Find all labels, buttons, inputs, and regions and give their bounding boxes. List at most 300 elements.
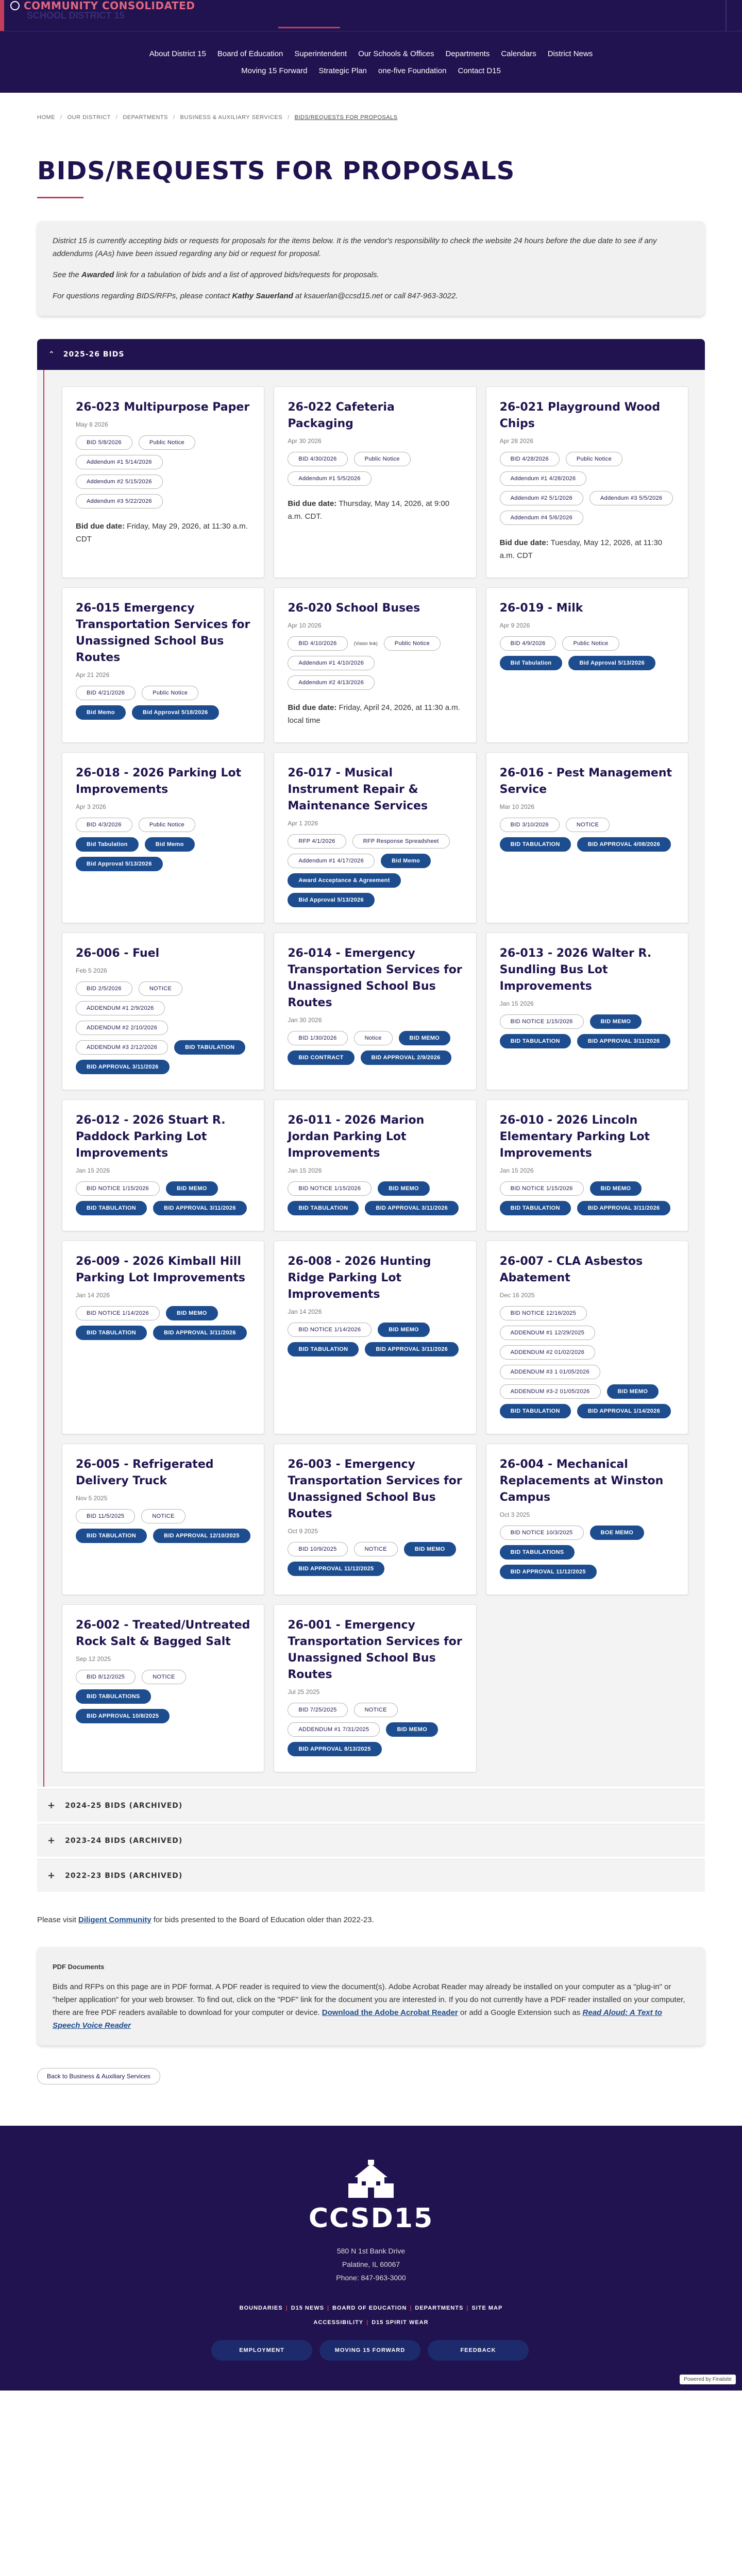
document-button[interactable]: BID NOTICE 10/3/2025 [500, 1526, 584, 1540]
bid-title: 26-022 Cafeteria Packaging [288, 401, 395, 430]
bid-documents [76, 435, 250, 509]
title-rule [37, 197, 83, 198]
bid-title: 26-003 - Emergency Transportation Services for Unassigned School Bus Routes [288, 1458, 462, 1520]
document-button[interactable]: ADDENDUM #1 7/31/2025 [288, 1722, 380, 1737]
document-button[interactable]: Addendum #4 5/6/2026 [500, 511, 583, 525]
accordion-header-2025-26[interactable] [37, 339, 705, 370]
bid-card [486, 587, 688, 743]
bid-card [62, 1604, 264, 1772]
document-button[interactable]: Bid Tabulation [500, 656, 563, 670]
plus-icon: + [47, 1835, 56, 1846]
breadcrumb-link[interactable]: DEPARTMENTS [123, 114, 168, 121]
district-logo[interactable] [10, 0, 195, 11]
document-button[interactable]: BID APPROVAL 1/14/2026 [577, 1404, 671, 1418]
bid-documents [288, 1181, 462, 1215]
document-button[interactable]: RFP 4/1/2026 [288, 834, 346, 849]
footer-address [0, 2244, 742, 2284]
bids-accordion [37, 339, 705, 1892]
document-button[interactable]: Public Notice [354, 452, 411, 466]
bid-documents [500, 1181, 674, 1215]
bid-card [62, 1099, 264, 1231]
accordion-header-archived[interactable] [37, 1789, 705, 1822]
footer-link-separator-icon: | [327, 2305, 330, 2311]
bid-card [62, 752, 264, 923]
document-button[interactable]: BID 4/30/2026 [288, 452, 347, 466]
bid-card [274, 752, 476, 923]
footer-links [0, 2301, 742, 2330]
document-button[interactable]: BID MEMO [607, 1384, 659, 1399]
top-bar [0, 0, 742, 31]
bid-card [62, 1241, 264, 1434]
breadcrumb-separator-icon: / [288, 114, 290, 121]
bid-documents [288, 636, 462, 690]
document-button[interactable]: BID NOTICE 1/15/2026 [500, 1181, 584, 1196]
bid-documents [500, 1526, 674, 1579]
bid-date: Jan 15 2026 [499, 1167, 534, 1174]
archived-title: 2024-25 BIDS (ARCHIVED) [65, 1801, 183, 1810]
contact-note [53, 290, 689, 302]
document-button[interactable]: BID 8/12/2025 [76, 1670, 136, 1684]
awarded-word: Awarded [81, 270, 114, 279]
address-line-1: 580 N 1st Bank Drive [336, 2247, 406, 2255]
bid-documents [76, 1306, 250, 1340]
document-button[interactable]: BID APPROVAL 3/11/2026 [365, 1201, 459, 1215]
due-text: Tuesday, May 12, 2026, at 11:30 a.m. CDT [499, 538, 663, 560]
bid-card [486, 752, 688, 923]
awarded-note-post: link for a tabulation of bids and a list of approved bids/requests for proposals. [114, 270, 379, 279]
document-button[interactable]: Notice [354, 1031, 393, 1045]
document-button[interactable]: BID NOTICE 1/14/2026 [76, 1306, 160, 1320]
due-label: Bid due date: [499, 538, 549, 547]
document-button[interactable]: Addendum #1 4/10/2026 [288, 656, 375, 670]
document-button[interactable]: BID MEMO [590, 1014, 642, 1029]
accent-strip [0, 0, 4, 31]
bid-date: Jan 14 2026 [76, 1292, 110, 1299]
document-button[interactable]: BID MEMO [166, 1306, 218, 1320]
due-text: Thursday, May 14, 2026, at 9:00 a.m. CDT. [288, 499, 450, 521]
document-button[interactable]: BID TABULATIONS [76, 1689, 151, 1704]
document-button[interactable]: NOTICE [141, 1509, 185, 1523]
document-button[interactable]: BID MEMO [378, 1323, 430, 1337]
document-button[interactable]: BID 2/5/2026 [76, 981, 132, 996]
footer-button[interactable]: EMPLOYMENT [211, 2340, 312, 2361]
bid-documents [500, 636, 674, 670]
breadcrumb-separator-icon: / [115, 114, 118, 121]
bid-date: Jul 25 2025 [288, 1688, 320, 1696]
footer-link-separator-icon: | [285, 2305, 288, 2311]
bid-date: Jan 15 2026 [499, 1000, 534, 1007]
footer-links-row-2 [0, 2315, 742, 2330]
document-button[interactable]: BID TABULATION [76, 1201, 147, 1215]
document-button[interactable]: Bid Memo [145, 837, 195, 852]
document-button[interactable]: NOTICE [139, 981, 182, 996]
bid-card [274, 1604, 476, 1772]
document-button[interactable]: BID TABULATION [76, 1326, 147, 1340]
document-button[interactable]: BID TABULATION [174, 1040, 245, 1055]
intro-text: District 15 is currently accepting bids or requests for proposals for the items below. It is the vendor's responsibility to check the website 24 hours before the due date to see if any addendums (AAs) have been issued regarding any bid or request for proposal. [53, 236, 657, 258]
bid-card [274, 1444, 476, 1595]
accordion-header-archived[interactable] [37, 1824, 705, 1857]
document-button[interactable]: NOTICE [354, 1542, 398, 1556]
logo-icon [10, 1, 20, 10]
footer-links-row-1 [0, 2301, 742, 2315]
document-button[interactable]: BID APPROVAL 8/13/2025 [288, 1742, 381, 1756]
due-text: Friday, April 24, 2026, at 11:30 a.m. local time [288, 703, 460, 725]
document-button[interactable]: BID TABULATION [76, 1529, 147, 1543]
document-button[interactable]: ADDENDUM #3 1 01/05/2026 [500, 1365, 600, 1379]
bid-title: 26-009 - 2026 Kimball Hill Parking Lot Improvements [76, 1255, 245, 1284]
document-button[interactable]: BID APPROVAL 3/11/2026 [577, 1201, 671, 1215]
bid-documents [76, 1670, 250, 1723]
document-button[interactable]: BID MEMO [378, 1181, 430, 1196]
bid-date: Feb 5 2026 [76, 967, 107, 974]
document-button[interactable]: BID 7/25/2025 [288, 1703, 347, 1717]
footer-button[interactable]: FEEDBACK [428, 2340, 529, 2361]
document-button[interactable]: BID 3/10/2026 [500, 818, 560, 832]
breadcrumb-separator-icon: / [173, 114, 175, 121]
document-button[interactable]: BID 4/21/2026 [76, 686, 136, 700]
bid-date: May 8 2026 [76, 421, 108, 428]
nav-link[interactable]: Calendars [501, 49, 536, 58]
breadcrumb-current: BIDS/REQUESTS FOR PROPOSALS [294, 114, 398, 121]
pdf-heading: PDF Documents [53, 1963, 105, 1971]
archived-title: 2023-24 BIDS (ARCHIVED) [65, 1836, 183, 1845]
bid-date: Apr 3 2026 [76, 803, 106, 810]
bid-date: Jan 30 2026 [288, 1016, 322, 1024]
bid-card [62, 1444, 264, 1595]
bid-documents [76, 1181, 250, 1215]
document-button[interactable]: BID 1/30/2026 [288, 1031, 347, 1045]
powered-by[interactable]: Powered by Finalsite [680, 2375, 736, 2384]
nav-link[interactable]: Strategic Plan [318, 66, 367, 75]
document-button[interactable]: ADDENDUM #2 2/10/2026 [76, 1021, 168, 1035]
nav-link[interactable]: District News [547, 49, 593, 58]
bid-documents [76, 818, 250, 871]
nav-link[interactable]: one-five Foundation [378, 66, 447, 75]
bid-title: 26-019 - Milk [499, 602, 583, 615]
document-button[interactable]: Public Notice [142, 686, 198, 700]
visit-note [37, 1916, 705, 1924]
document-button[interactable]: Bid Approval 5/13/2026 [76, 857, 163, 871]
document-button[interactable]: BID 4/28/2026 [500, 452, 560, 466]
bid-title: 26-007 - CLA Asbestos Abatement [499, 1255, 643, 1284]
document-button[interactable]: Addendum #1 5/14/2026 [76, 455, 163, 469]
plus-icon: + [47, 1800, 56, 1811]
chevron-up-icon: ⌃ [48, 350, 55, 359]
bid-title: 26-015 Emergency Transportation Services for Unassigned School Bus Routes [76, 602, 250, 664]
document-button[interactable]: BID TABULATION [288, 1342, 359, 1357]
document-button[interactable]: BID 4/9/2026 [500, 636, 556, 651]
bid-date: Nov 5 2025 [76, 1495, 108, 1502]
bid-title: 26-004 - Mechanical Replacements at Winston Campus [499, 1458, 664, 1504]
document-button[interactable]: Addendum #3 5/5/2026 [589, 491, 673, 505]
document-button[interactable]: Award Acceptance & Agreement [288, 873, 400, 888]
adobe-reader-link[interactable]: Download the Adobe Acrobat Reader [322, 2008, 458, 2017]
bid-title: 26-021 Playground Wood Chips [499, 401, 661, 430]
footer [0, 2126, 742, 2391]
document-button[interactable]: Bid Approval 5/13/2026 [288, 893, 375, 907]
bid-card [274, 587, 476, 743]
document-button[interactable]: Addendum #1 5/5/2026 [288, 471, 371, 486]
bid-date: Jan 15 2026 [76, 1167, 110, 1174]
bid-date: Apr 21 2026 [76, 671, 110, 679]
bid-card [486, 386, 688, 578]
document-button[interactable]: ADDENDUM #1 12/29/2025 [500, 1326, 596, 1340]
bid-card [486, 933, 688, 1090]
document-button[interactable]: BID TABULATION [288, 1201, 359, 1215]
bid-date: Jan 15 2026 [288, 1167, 322, 1174]
document-button[interactable]: BID 11/5/2025 [76, 1509, 135, 1523]
document-button[interactable]: Addendum #2 5/1/2026 [500, 491, 583, 505]
accent-line [43, 370, 44, 1787]
bid-title: 26-011 - 2026 Marion Jordan Parking Lot Improvements [288, 1114, 425, 1160]
footer-district-name: CCSD15 [308, 2203, 434, 2234]
bid-documents [288, 834, 462, 907]
document-button[interactable]: BID APPROVAL 11/12/2025 [500, 1565, 597, 1579]
document-button[interactable]: BID NOTICE 12/16/2025 [500, 1306, 587, 1320]
intro-box [37, 221, 705, 316]
document-button[interactable]: NOTICE [142, 1670, 185, 1684]
document-button[interactable]: ADDENDUM #3 2/12/2026 [76, 1040, 168, 1055]
bid-title: 26-008 - 2026 Hunting Ridge Parking Lot Improvements [288, 1255, 431, 1301]
footer-buttons [211, 2340, 529, 2361]
document-button[interactable]: Bid Approval 5/13/2026 [568, 656, 655, 670]
nav-link[interactable]: Board of Education [217, 49, 283, 58]
bid-card [62, 933, 264, 1090]
brand-subname: SCHOOL DISTRICT 15 [27, 10, 125, 21]
document-button[interactable]: BID CONTRACT [288, 1050, 354, 1065]
document-button[interactable]: BID NOTICE 1/15/2026 [288, 1181, 372, 1196]
document-button[interactable]: BOE MEMO [590, 1526, 645, 1540]
bid-documents [288, 1323, 462, 1357]
document-button[interactable]: BID TABULATION [500, 1404, 571, 1418]
bid-title: 26-005 - Refrigerated Delivery Truck [76, 1458, 214, 1487]
bid-date: Dec 16 2025 [499, 1292, 535, 1299]
footer-link-separator-icon: | [366, 2319, 369, 2326]
document-button[interactable]: BID APPROVAL 3/11/2026 [76, 1060, 170, 1074]
contact-name: Kathy Sauerland [232, 292, 293, 300]
footer-link[interactable]: DEPARTMENTS [415, 2305, 464, 2311]
document-button[interactable]: Addendum #2 4/13/2026 [288, 675, 375, 690]
breadcrumb-link[interactable]: OUR DISTRICT [67, 114, 111, 121]
bid-title: 26-006 - Fuel [76, 947, 160, 960]
document-button[interactable]: BID TABULATION [500, 837, 571, 852]
bid-documents [288, 1031, 462, 1065]
bid-card [62, 587, 264, 743]
main-nav [0, 31, 742, 93]
bid-date: Oct 9 2025 [288, 1528, 318, 1535]
bid-card [486, 1099, 688, 1231]
document-button[interactable]: ADDENDUM #1 2/9/2026 [76, 1001, 165, 1015]
document-button[interactable]: BID APPROVAL 3/11/2026 [577, 1034, 671, 1048]
document-button[interactable]: BID APPROVAL 11/12/2025 [288, 1562, 384, 1576]
document-button[interactable]: Public Notice [384, 636, 441, 651]
bid-title: 26-013 - 2026 Walter R. Sundling Bus Lot Improvements [499, 947, 652, 993]
bid-title: 26-012 - 2026 Stuart R. Paddock Parking Lot Improvements [76, 1114, 226, 1160]
nav-link[interactable]: Our Schools & Offices [358, 49, 434, 58]
document-button[interactable]: RFP Response Spreadsheet [352, 834, 450, 849]
footer-button[interactable]: MOVING 15 FORWARD [319, 2340, 420, 2361]
bid-date: Apr 9 2026 [499, 622, 530, 629]
document-button[interactable]: Public Notice [139, 435, 195, 450]
document-button[interactable]: BID APPROVAL 12/10/2025 [153, 1529, 250, 1543]
bids-grid [62, 386, 688, 1772]
document-button[interactable]: Addendum #1 4/17/2026 [288, 854, 375, 868]
visit-post: for bids presented to the Board of Education older than 2022-23. [151, 1916, 374, 1924]
archived-title: 2022-23 BIDS (ARCHIVED) [65, 1871, 183, 1880]
bid-documents [500, 452, 674, 525]
document-button[interactable]: Bid Memo [381, 854, 431, 868]
document-button[interactable]: Public Notice [562, 636, 619, 651]
bid-date: Oct 3 2025 [499, 1511, 530, 1518]
bid-documents [288, 1542, 462, 1576]
accordion-header-archived[interactable] [37, 1859, 705, 1892]
pdf-mid-text: or add a Google Extension such as [458, 2008, 583, 2017]
bid-title: 26-023 Multipurpose Paper [76, 401, 250, 414]
document-note: (Vision link) [353, 641, 378, 646]
accordion-body [37, 370, 705, 1787]
pdf-info-box [37, 1947, 705, 2045]
document-button[interactable]: BID MEMO [399, 1031, 451, 1045]
footer-link[interactable]: ACCESSIBILITY [313, 2319, 364, 2326]
document-button[interactable]: Bid Approval 5/18/2026 [132, 705, 219, 720]
document-button[interactable]: Bid Tabulation [76, 837, 139, 852]
diligent-community-link[interactable]: Diligent Community [78, 1916, 151, 1924]
archived-list [37, 1789, 705, 1892]
bid-title: 26-018 - 2026 Parking Lot Improvements [76, 767, 242, 796]
document-button[interactable]: BID APPROVAL 4/08/2026 [577, 837, 671, 852]
nav-link[interactable]: Contact D15 [458, 66, 501, 75]
bid-title: 26-020 School Buses [288, 602, 420, 615]
bid-card [274, 386, 476, 578]
header-divider [726, 0, 727, 31]
brand-name: COMMUNITY CONSOLIDATED [24, 0, 195, 12]
bid-documents [500, 818, 674, 852]
bid-card [274, 1241, 476, 1434]
pdf-text: Bids and RFPs on this page are in PDF format. A PDF reader is required to view the document(s). Adobe Acrobat Reader may already be installed on your computer as a "plug-in" or "helper application" for your web browser. To find out, click on the "PDF" link for the document you are interested in. If you do not currently have a PDF reader installed on your computer, there are free PDF readers available to download for your computer or device. [53, 1982, 685, 2017]
document-button[interactable]: Bid Memo [76, 705, 126, 720]
bid-due-date [500, 536, 674, 562]
bid-date: Apr 28 2026 [499, 437, 534, 445]
footer-link[interactable]: D15 NEWS [291, 2305, 324, 2311]
document-button[interactable]: BID MEMO [386, 1722, 438, 1737]
page-title: BIDS/REQUESTS FOR PROPOSALS [37, 157, 515, 185]
due-label: Bid due date: [288, 703, 337, 712]
nav-link[interactable]: Departments [445, 49, 490, 58]
document-button[interactable]: BID APPROVAL 3/11/2026 [153, 1201, 247, 1215]
document-button[interactable]: BID 4/3/2026 [76, 818, 132, 832]
bid-date: Sep 12 2025 [76, 1655, 111, 1663]
bid-date: Apr 10 2026 [288, 622, 322, 629]
intro-paragraph [53, 234, 689, 260]
document-button[interactable]: BID 10/9/2025 [288, 1542, 347, 1556]
bid-documents [288, 1703, 462, 1756]
awarded-note [53, 268, 689, 281]
document-button[interactable]: Addendum #3 5/22/2026 [76, 494, 163, 509]
bid-date: Jan 14 2026 [288, 1308, 322, 1315]
bid-card [62, 386, 264, 578]
footer-link[interactable]: D15 SPIRIT WEAR [372, 2319, 429, 2326]
back-button[interactable]: Back to Business & Auxiliary Services [37, 2068, 160, 2084]
breadcrumb-link[interactable]: HOME [37, 114, 55, 121]
document-button[interactable]: Addendum #1 4/28/2026 [500, 471, 587, 486]
nav-link[interactable]: Moving 15 Forward [241, 66, 308, 75]
contact-pre: For questions regarding BIDS/RFPs, please contact [53, 292, 232, 300]
accordion-title: 2025-26 BIDS [63, 350, 125, 359]
document-button[interactable]: BID MEMO [404, 1542, 456, 1556]
bid-due-date [288, 701, 462, 727]
document-button[interactable]: BID TABULATION [500, 1201, 571, 1215]
document-button[interactable]: BID NOTICE 1/15/2026 [76, 1181, 160, 1196]
document-button[interactable]: BID NOTICE 1/15/2026 [500, 1014, 584, 1029]
bid-card [274, 1099, 476, 1231]
bid-date: Apr 30 2026 [288, 437, 322, 445]
bid-date: Apr 1 2026 [288, 820, 318, 827]
document-button[interactable]: BID 4/10/2026 [288, 636, 347, 651]
schoolhouse-icon [344, 2160, 398, 2201]
document-button[interactable]: ADDENDUM #2 01/02/2026 [500, 1345, 596, 1360]
document-button[interactable]: Public Notice [139, 818, 195, 832]
breadcrumb-separator-icon: / [60, 114, 62, 121]
footer-link[interactable]: BOARD OF EDUCATION [332, 2305, 407, 2311]
document-button[interactable]: BID TABULATION [500, 1034, 571, 1048]
due-label: Bid due date: [288, 499, 337, 508]
document-button[interactable]: BID MEMO [166, 1181, 218, 1196]
document-button[interactable]: NOTICE [566, 818, 610, 832]
bid-due-date [76, 520, 250, 546]
bid-documents [500, 1306, 674, 1418]
breadcrumb-link[interactable]: BUSINESS & AUXILIARY SERVICES [180, 114, 283, 121]
bid-card [486, 1444, 688, 1595]
nav-row-secondary [241, 66, 501, 75]
document-button[interactable]: BID APPROVAL 10/8/2025 [76, 1709, 170, 1723]
bid-title: 26-001 - Emergency Transportation Services for Unassigned School Bus Routes [288, 1619, 462, 1681]
awarded-note-pre: See the [53, 270, 81, 279]
bid-documents [76, 981, 250, 1074]
header-accent-line [278, 27, 340, 28]
bid-title: 26-017 - Musical Instrument Repair & Maintenance Services [288, 767, 428, 812]
document-button[interactable]: Public Notice [566, 452, 622, 466]
visit-pre: Please visit [37, 1916, 79, 1924]
document-button[interactable]: BID MEMO [590, 1181, 642, 1196]
document-button[interactable]: NOTICE [354, 1703, 398, 1717]
nav-link[interactable]: About District 15 [149, 49, 206, 58]
footer-link-separator-icon: | [410, 2305, 412, 2311]
document-button[interactable]: BID NOTICE 1/14/2026 [288, 1323, 372, 1337]
footer-phone: Phone: 847-963-3000 [336, 2274, 406, 2282]
bid-card [274, 933, 476, 1090]
contact-post: at ksauerlan@ccsd15.net or call 847-963-3022. [293, 292, 458, 300]
document-button[interactable]: Addendum #2 5/15/2026 [76, 474, 163, 489]
pdf-paragraph [53, 1980, 689, 2032]
document-button[interactable]: ADDENDUM #3-2 01/05/2026 [500, 1384, 601, 1399]
bid-documents [500, 1014, 674, 1048]
document-button[interactable]: BID TABULATIONS [500, 1545, 575, 1560]
read-aloud-link-text: Read Aloud: A Text to Speech Voice Reader [53, 2008, 662, 2030]
document-button[interactable]: BID APPROVAL 3/11/2026 [153, 1326, 247, 1340]
plus-icon: + [47, 1870, 56, 1881]
due-text: Friday, May 29, 2026, at 11:30 a.m. CDT [76, 522, 248, 544]
footer-link[interactable]: SITE MAP [471, 2305, 503, 2311]
nav-link[interactable]: Superintendent [294, 49, 347, 58]
document-button[interactable]: BID APPROVAL 3/11/2026 [365, 1342, 459, 1357]
bid-due-date [288, 497, 462, 523]
bid-title: 26-014 - Emergency Transportation Services for Unassigned School Bus Routes [288, 947, 462, 1009]
footer-link[interactable]: BOUNDARIES [239, 2305, 283, 2311]
bid-documents [288, 452, 462, 486]
document-button[interactable]: BID 5/8/2026 [76, 435, 132, 450]
document-button[interactable]: BID APPROVAL 2/9/2026 [361, 1050, 451, 1065]
